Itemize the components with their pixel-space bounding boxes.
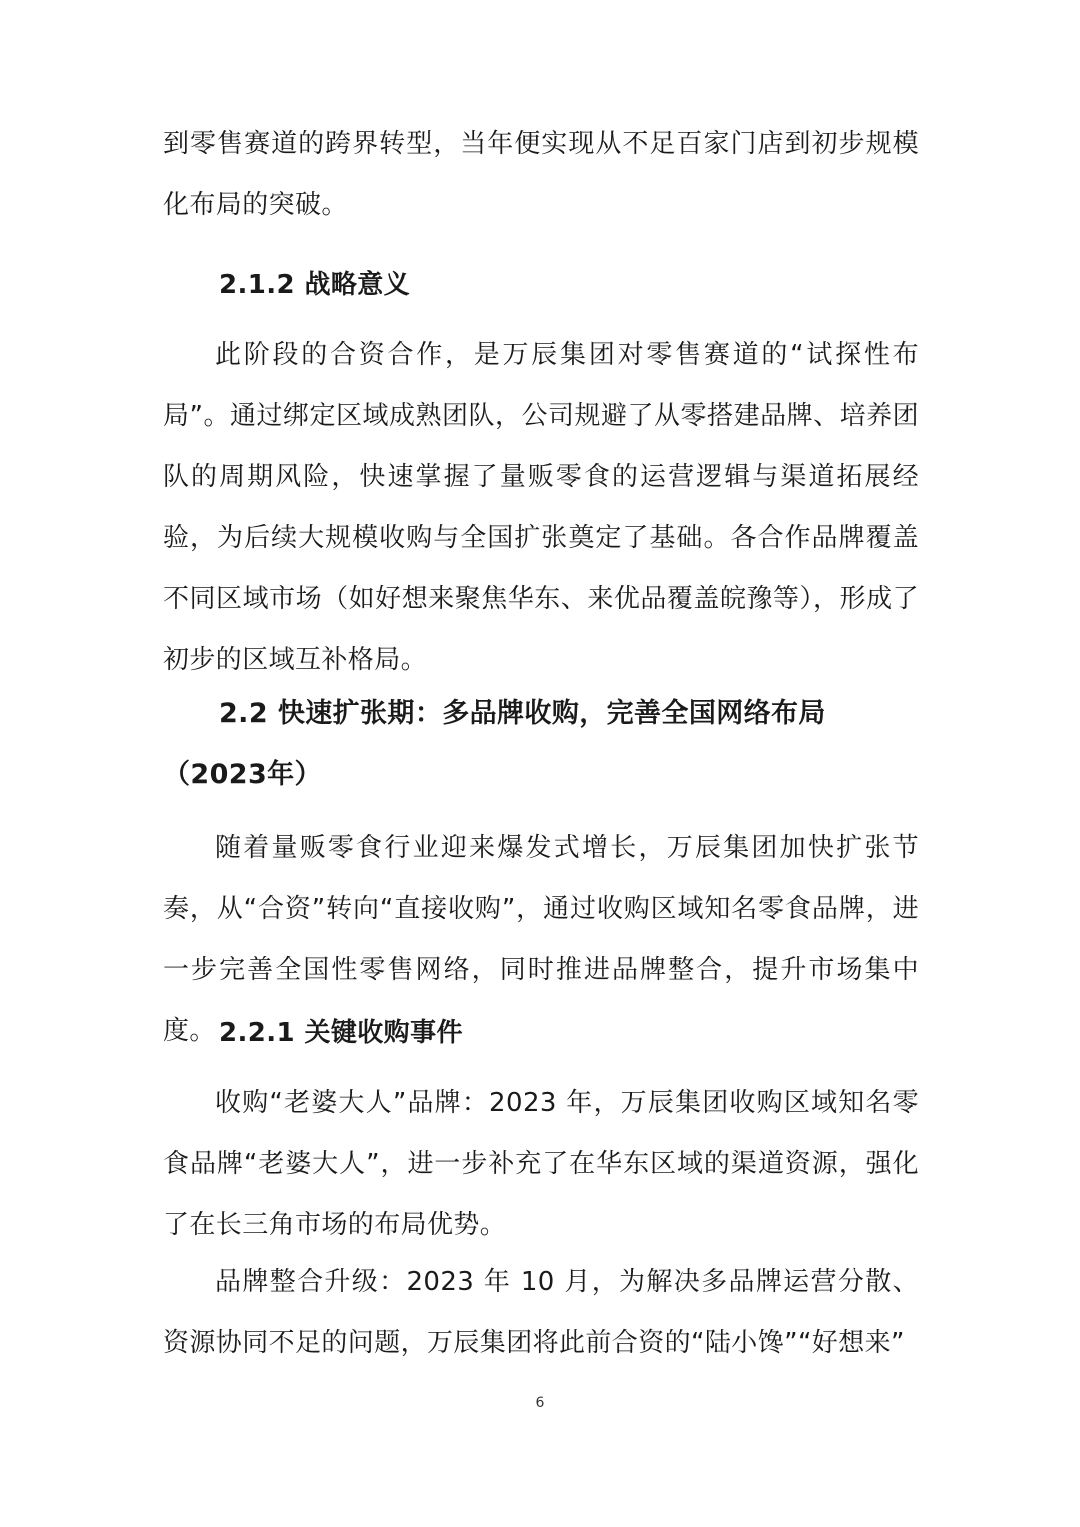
strategy-paragraph: 此阶段的合资合作，是万辰集团对零售赛道的“试探性布局”。通过绑定区域成熟团队，公司规避了从零搭建品牌、培养团队的周期风险，快速掌握了量贩零食的运营逻辑与渠道拓展经验，为后续大规模收购与全国扩张奠定了基础。各合作品牌覆盖不同区域市场（如好想来聚焦华东、来优品覆盖皖豫等），形成了初步的区域互补格局。 (163, 340, 919, 675)
section-heading-2-2-1: 2.2.1 关键收购事件 (219, 1018, 463, 1048)
acquisition-paragraph: 收购“老婆大人”品牌：2023 年，万辰集团收购区域知名零食品牌“老婆大人”，进一步补充了在华东区域的渠道资源，强化了在长三角市场的布局优势。 (163, 1088, 919, 1240)
continued-paragraph: 到零售赛道的跨界转型，当年便实现从不足百家门店到初步规模化布局的突破。 (163, 129, 919, 220)
section-heading-2-2: 2.2 快速扩张期：多品牌收购，完善全国网络布局（2023年） (163, 698, 826, 790)
section-heading-2-1-2: 2.1.2 战略意义 (219, 270, 411, 300)
brand-integration-paragraph: 品牌整合升级：2023 年 10 月，为解决多品牌运营分散、资源协同不足的问题，万辰集团将此前合资的“陆小馋”“好想来” (163, 1267, 919, 1358)
page-number: 6 (535, 1395, 545, 1411)
expansion-paragraph: 随着量贩零食行业迎来爆发式增长，万辰集团加快扩张节奏，从“合资”转向“直接收购”，通过收购区域知名零食品牌，进一步完善全国性零售网络，同时推进品牌整合，提升市场集中度。 (163, 833, 919, 1046)
